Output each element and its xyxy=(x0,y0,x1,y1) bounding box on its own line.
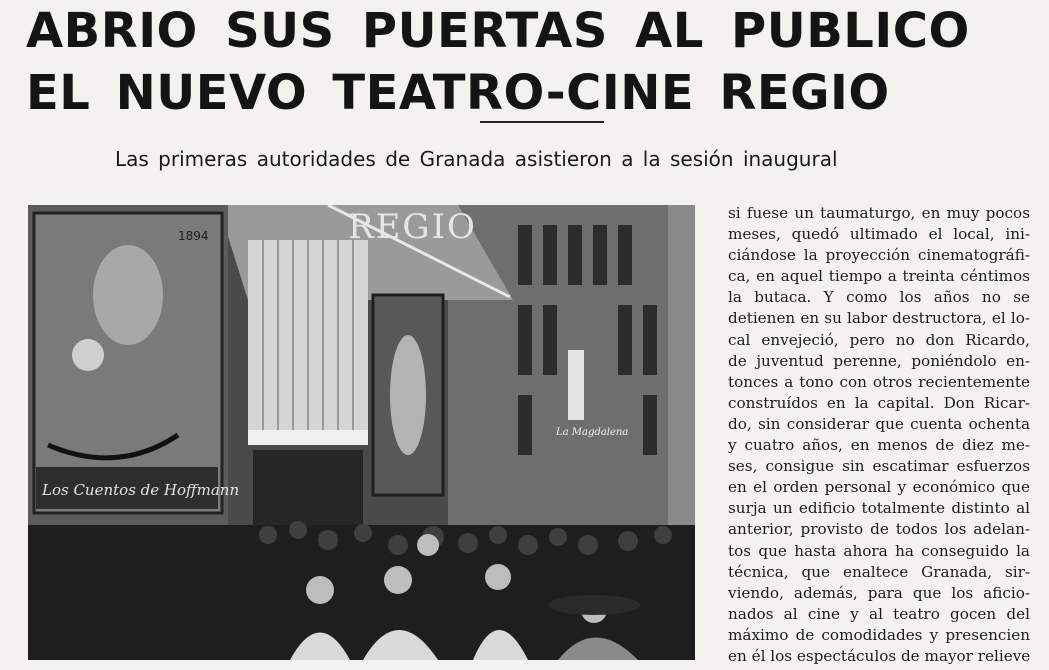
article-line: de juventud perenne, poniéndolo en- xyxy=(728,351,1030,370)
neon-sign: La Magdalena xyxy=(556,427,629,438)
article-line: en el orden personal y económico que xyxy=(728,478,1030,497)
article-line: si fuese un taumaturgo, en muy pocos xyxy=(728,204,1030,222)
article-line: do, sin considerar que cuenta ochenta xyxy=(728,414,1030,433)
article-line: cal envejeció, pero no don Ricardo, xyxy=(728,330,1030,349)
article-line: viendo, además, para que los aficio- xyxy=(728,583,1030,602)
article-line: surja un edificio totalmente distinto al xyxy=(728,499,1030,518)
article-line: tonces a tono con otros recientemente xyxy=(728,372,1030,391)
article-line: máximo de comodidades y presencien xyxy=(728,625,1030,644)
article-line: nados al cine y al teatro gocen del xyxy=(728,604,1030,623)
headline-line-2: EL NUEVO TEATRO-CINE REGIO xyxy=(26,65,890,121)
article-line: construídos en la capital. Don Ricar- xyxy=(728,393,1030,412)
poster-title: Los Cuentos de Hoffmann xyxy=(42,481,240,499)
article-line: tos que hasta ahora ha conseguido la xyxy=(728,541,1030,560)
headline-rule xyxy=(480,121,604,123)
theatre-photo xyxy=(28,205,695,660)
article-line: ca, en aquel tiempo a treinta céntimos xyxy=(728,267,1030,286)
article-line: en él los espectáculos de mayor relieve xyxy=(728,646,1031,665)
article-line: detienen en su labor destructora, el lo- xyxy=(728,309,1030,328)
article-line: ciándose la proyección cinematográfi- xyxy=(728,246,1030,265)
marquee-sign: REGIO xyxy=(348,207,477,247)
article-line: y cuatro años, en menos de diez me- xyxy=(728,436,1030,455)
article-line: anterior, provisto de todos los adelan- xyxy=(728,520,1030,539)
article-line: meses, quedó ultimado el local, ini- xyxy=(728,225,1030,244)
article-line: técnica, que enaltece Granada, sir- xyxy=(728,562,1030,581)
article-column xyxy=(728,203,1030,667)
article-line: ses, consigue sin escatimar esfuerzos xyxy=(728,457,1030,476)
article-line: la butaca. Y como los años no se xyxy=(728,288,1030,307)
poster-corner-text: 1894 xyxy=(178,229,209,243)
headline xyxy=(26,0,1036,124)
headline-line-1: ABRIO SUS PUERTAS AL PUBLICO xyxy=(26,3,970,59)
subtitle: Las primeras autoridades de Granada asistieron a la sesión inaugural xyxy=(115,147,838,171)
